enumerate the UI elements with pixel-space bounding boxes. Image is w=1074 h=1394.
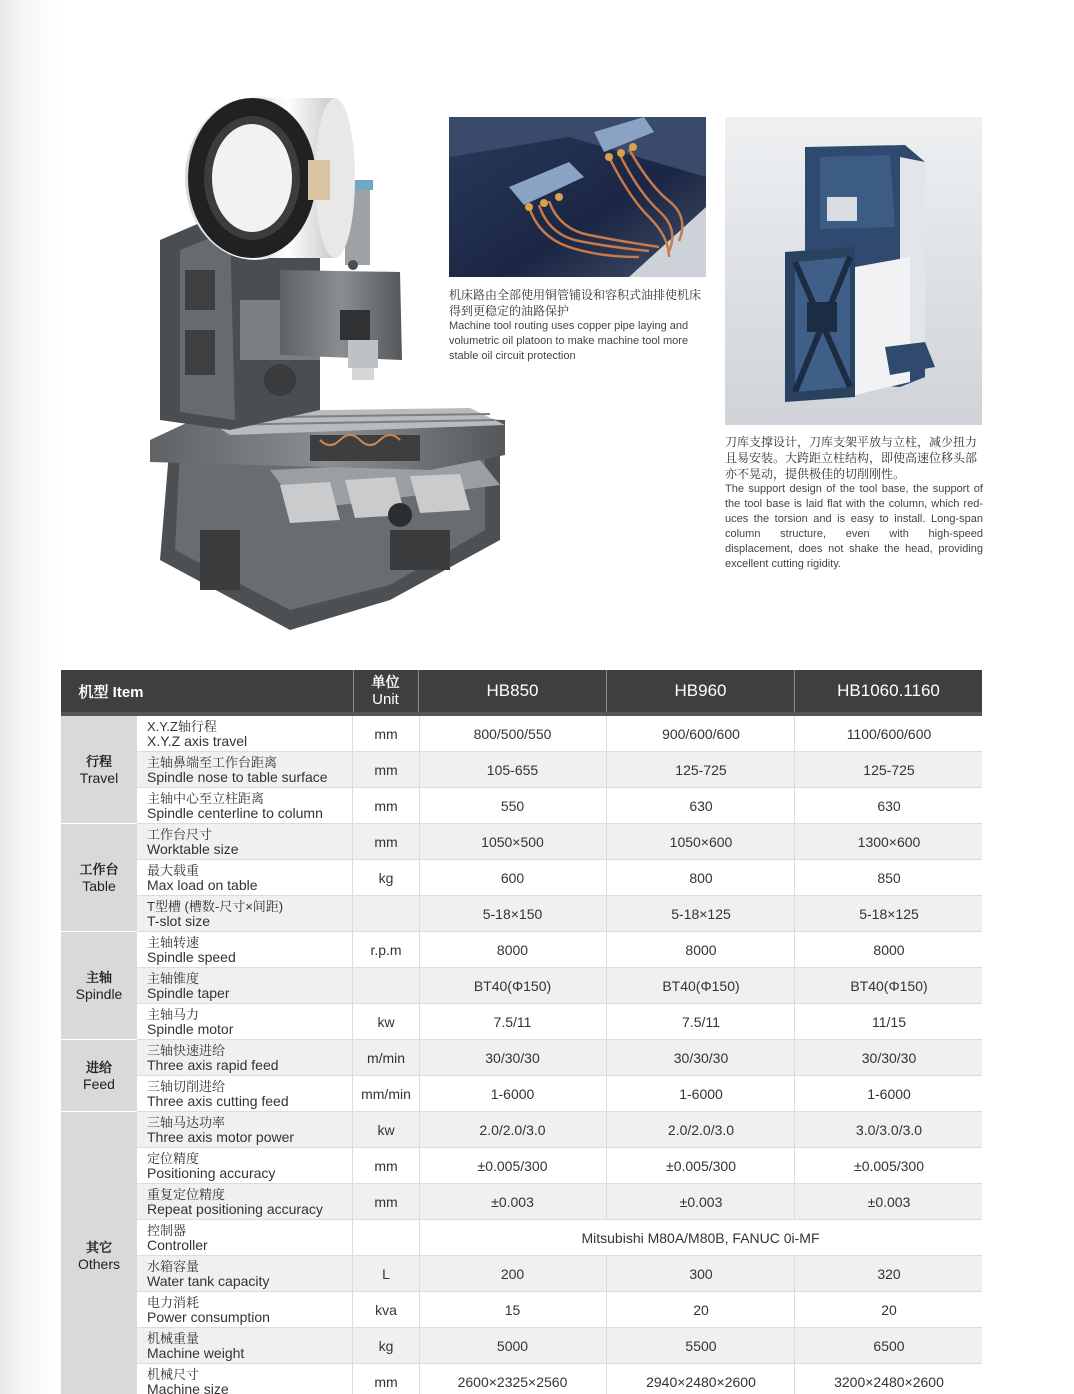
- table-row: [137, 1004, 982, 1040]
- table-row: [137, 1220, 982, 1256]
- unit-cell: L: [352, 1256, 420, 1291]
- group-label-en: Spindle: [75, 985, 123, 1002]
- hb960-value: BT40(Φ150): [606, 968, 795, 1003]
- column-caption-cn: 刀库支撑设计，刀库支架平放与立柱，减少扭力且易安装。大跨距立柱结构，即使高速位移头部亦不晃动，提供极佳的切削刚性。: [725, 435, 978, 481]
- table-row: [137, 1148, 982, 1184]
- item-name: [147, 1115, 357, 1145]
- hb960-value: 1050×600: [606, 824, 795, 859]
- hb1060-value: 3.0/3.0/3.0: [794, 1112, 982, 1147]
- hb960-value: 300: [606, 1256, 795, 1291]
- group-label: [61, 1040, 137, 1112]
- header-unit-en: Unit: [372, 691, 399, 708]
- hb850-value: 8000: [496, 941, 529, 958]
- hb960-value: 2.0/2.0/3.0: [606, 1112, 795, 1147]
- group-label-cn: 主轴: [85, 969, 112, 985]
- hb1060-value: ±0.005/300: [794, 1148, 982, 1183]
- unit-cell: [352, 1220, 420, 1255]
- group-label-cn: 行程: [85, 753, 112, 769]
- hb850-value: 5000: [496, 1337, 529, 1354]
- table-row: [137, 860, 982, 896]
- unit-cell: mm/min: [352, 1076, 420, 1111]
- hb1060-value: 1100/600/600: [794, 716, 982, 751]
- item-name-cn: 重复定位精度: [147, 1187, 226, 1202]
- column-structure-photo: [725, 117, 982, 425]
- unit-cell: kg: [352, 860, 420, 895]
- table-header: [61, 670, 982, 712]
- table-row: [137, 1256, 982, 1292]
- hb960-value: 30/30/30: [606, 1040, 795, 1075]
- item-name-cn: 主轴转速: [147, 935, 200, 950]
- item-name-en: Power consumption: [147, 1309, 270, 1325]
- header-model: HB850: [486, 681, 539, 700]
- item-name-en: Machine size: [147, 1381, 229, 1394]
- item-name: [147, 755, 357, 785]
- hb850-value: 550: [500, 797, 525, 814]
- pipe-caption-cn: 机床路由全部使用铜管铺设和容积式油排使机床得到更稳定的油路保护: [449, 288, 702, 318]
- hb850-value: 30/30/30: [485, 1049, 540, 1066]
- item-name-cn: 主轴中心至立柱距离: [147, 791, 265, 806]
- item-name-en: Three axis cutting feed: [147, 1093, 289, 1109]
- hb1060-value: 11/15: [794, 1004, 982, 1039]
- unit-cell: kva: [352, 1292, 420, 1327]
- hb1060-value: 3200×2480×2600: [794, 1364, 982, 1394]
- column-caption: [725, 434, 983, 572]
- hb960-value: 5-18×125: [606, 896, 795, 931]
- item-name-cn: 机械重量: [147, 1331, 200, 1346]
- item-name-en: Spindle nose to table surface: [147, 769, 328, 785]
- item-name: [147, 971, 357, 1001]
- group-label-en: Others: [77, 1255, 120, 1272]
- item-name: [147, 827, 357, 857]
- unit-cell: mm: [352, 824, 420, 859]
- hb960-value: 125-725: [606, 752, 795, 787]
- item-name-cn: 三轴切削进给: [147, 1079, 226, 1094]
- group-label: [61, 716, 137, 824]
- item-name-cn: 三轴马达功率: [147, 1115, 226, 1130]
- hb1060-value: 125-725: [794, 752, 982, 787]
- item-name-en: Positioning accuracy: [147, 1165, 276, 1181]
- item-name-en: Spindle speed: [147, 949, 236, 965]
- item-name-cn: 三轴快速进给: [147, 1043, 226, 1058]
- item-name-cn: 电力消耗: [147, 1295, 200, 1310]
- hb850-value: 200: [500, 1265, 525, 1282]
- hb850-value: 15: [504, 1301, 521, 1318]
- unit-cell: mm: [352, 1184, 420, 1219]
- table-row: [137, 1076, 982, 1112]
- item-name: [147, 1295, 357, 1325]
- hb960-value: 20: [606, 1292, 795, 1327]
- hb960-value: 630: [606, 788, 795, 823]
- item-name-en: Spindle centerline to column: [147, 805, 323, 821]
- item-name-cn: 主轴马力: [147, 1007, 200, 1022]
- hb960-value: 7.5/11: [606, 1004, 795, 1039]
- table-row: [137, 968, 982, 1004]
- group-label-en: Feed: [83, 1075, 115, 1092]
- table-row: [137, 716, 982, 752]
- item-name-en: Repeat positioning accuracy: [147, 1201, 323, 1217]
- hb1060-value: 630: [794, 788, 982, 823]
- group-label-cn: 其它: [85, 1239, 112, 1255]
- table-row: [137, 1112, 982, 1148]
- item-name: [147, 1331, 357, 1361]
- hb850-value: 7.5/11: [493, 1013, 532, 1030]
- unit-cell: mm: [352, 1148, 420, 1183]
- hb850-value: 2600×2325×2560: [457, 1373, 568, 1390]
- hb1060-value: 1300×600: [794, 824, 982, 859]
- item-name-en: Controller: [147, 1237, 208, 1253]
- hb1060-value: 20: [794, 1292, 982, 1327]
- item-name: [147, 899, 357, 929]
- item-name-en: T-slot size: [147, 913, 211, 929]
- item-name-cn: 定位精度: [147, 1151, 200, 1166]
- hb960-value: 8000: [606, 932, 795, 967]
- item-name-en: X.Y.Z axis travel: [147, 733, 248, 749]
- hb960-value: 1-6000: [606, 1076, 795, 1111]
- item-name-en: Three axis rapid feed: [147, 1057, 279, 1073]
- unit-cell: kw: [352, 1004, 420, 1039]
- header-unit-cn: 单位: [371, 674, 400, 690]
- hb850-value: 5-18×150: [482, 905, 543, 922]
- item-name-en: Spindle motor: [147, 1021, 234, 1037]
- hb1060-value: 6500: [794, 1328, 982, 1363]
- group-label: [61, 932, 137, 1040]
- unit-cell: mm: [352, 716, 420, 751]
- table-row: [137, 1040, 982, 1076]
- pipe-caption: [449, 287, 711, 364]
- table-row: [137, 896, 982, 932]
- item-name-cn: X.Y.Z轴行程: [147, 719, 217, 734]
- item-name: [147, 791, 357, 821]
- table-row: [137, 752, 982, 788]
- specification-table: [61, 670, 982, 1394]
- hb1060-value: 320: [794, 1256, 982, 1291]
- hb850-value: 105-655: [486, 761, 539, 778]
- header-model: HB1060.1160: [837, 681, 940, 700]
- item-name: [147, 719, 357, 749]
- pipe-caption-en: Machine tool routing uses copper pipe laying and volumetric oil platoon to make machine tool more stable oil circuit protection: [449, 320, 689, 362]
- hb850-value: 1-6000: [490, 1085, 535, 1102]
- item-name-cn: 最大载重: [147, 863, 200, 878]
- unit-cell: m/min: [352, 1040, 420, 1075]
- header-unit: [353, 670, 418, 712]
- hb1060-value: 5-18×125: [794, 896, 982, 931]
- item-name: [147, 1079, 357, 1109]
- item-name: [147, 1259, 357, 1289]
- table-row: [137, 932, 982, 968]
- unit-cell: mm: [352, 752, 420, 787]
- hb1060-value: 1-6000: [794, 1076, 982, 1111]
- hb850-value: 1050×500: [481, 833, 544, 850]
- item-name-cn: 主轴锥度: [147, 971, 200, 986]
- unit-cell: kg: [352, 1328, 420, 1363]
- item-name: [147, 1367, 357, 1394]
- table-row: [137, 1364, 982, 1394]
- hb1060-value: 850: [794, 860, 982, 895]
- unit-cell: kw: [352, 1112, 420, 1147]
- item-name-cn: 控制器: [147, 1223, 187, 1238]
- hb960-value: 5500: [606, 1328, 795, 1363]
- group-label-en: Travel: [79, 769, 119, 786]
- hb850-value: BT40(Φ150): [473, 977, 552, 994]
- group-label-cn: 进给: [85, 1059, 112, 1075]
- item-name-en: Worktable size: [147, 841, 239, 857]
- hb1060-value: 30/30/30: [794, 1040, 982, 1075]
- item-name-en: Max load on table: [147, 877, 258, 893]
- item-name-cn: 工作台尺寸: [147, 827, 213, 842]
- hb850-value: ±0.005/300: [477, 1157, 548, 1174]
- unit-cell: mm: [352, 1364, 420, 1394]
- group-label: [61, 1112, 137, 1394]
- unit-cell: mm: [352, 788, 420, 823]
- hb1060-value: BT40(Φ150): [794, 968, 982, 1003]
- controller-value: Mitsubishi M80A/M80B, FANUC 0i-MF: [581, 1229, 820, 1246]
- hb1060-value: 8000: [794, 932, 982, 967]
- item-name: [147, 1223, 357, 1253]
- item-name-cn: T型槽 (槽数-尺寸×间距): [147, 899, 284, 914]
- table-row: [137, 788, 982, 824]
- hb960-value: 800: [606, 860, 795, 895]
- item-name: [147, 863, 357, 893]
- table-row: [137, 824, 982, 860]
- item-name: [147, 1007, 357, 1037]
- hb960-value: ±0.005/300: [606, 1148, 795, 1183]
- group-label: [61, 824, 137, 932]
- group-label-cn: 工作台: [79, 861, 119, 877]
- hb960-value: 900/600/600: [606, 716, 795, 751]
- header-item: 机型 Item: [78, 683, 144, 701]
- item-name-cn: 机械尺寸: [147, 1367, 200, 1382]
- hb960-value: ±0.003: [606, 1184, 795, 1219]
- item-name-en: Machine weight: [147, 1345, 245, 1361]
- hb960-value: 2940×2480×2600: [606, 1364, 795, 1394]
- table-row: [137, 1184, 982, 1220]
- unit-cell: r.p.m: [352, 932, 420, 967]
- item-name: [147, 935, 357, 965]
- item-name-cn: 主轴鼻端至工作台距离: [147, 755, 278, 770]
- hb850-value: 600: [500, 869, 525, 886]
- hb850-value: ±0.003: [491, 1193, 534, 1210]
- column-caption-en: The support design of the tool base, the support of the tool base is laid flat with the column, which red-uces the torsion and is easy to install. Long-span column structure, even with high-speed displacement, does not shake the head, providing excellent cutting rigidity.: [725, 483, 983, 570]
- table-row: [137, 1328, 982, 1364]
- item-name-cn: 水箱容量: [147, 1259, 200, 1274]
- item-name-en: Water tank capacity: [147, 1273, 270, 1289]
- header-model: HB960: [674, 681, 727, 700]
- item-name: [147, 1151, 357, 1181]
- group-label-en: Table: [82, 877, 116, 894]
- item-name: [147, 1187, 357, 1217]
- unit-cell: [352, 968, 420, 1003]
- copper-pipe-photo: [449, 117, 706, 277]
- item-name-en: Three axis motor power: [147, 1129, 295, 1145]
- hb850-value: 2.0/2.0/3.0: [479, 1121, 546, 1138]
- table-row: [137, 1292, 982, 1328]
- hb850-value: 800/500/550: [473, 725, 552, 742]
- unit-cell: [352, 896, 420, 931]
- item-name-en: Spindle taper: [147, 985, 230, 1001]
- hb1060-value: ±0.003: [794, 1184, 982, 1219]
- item-name: [147, 1043, 357, 1073]
